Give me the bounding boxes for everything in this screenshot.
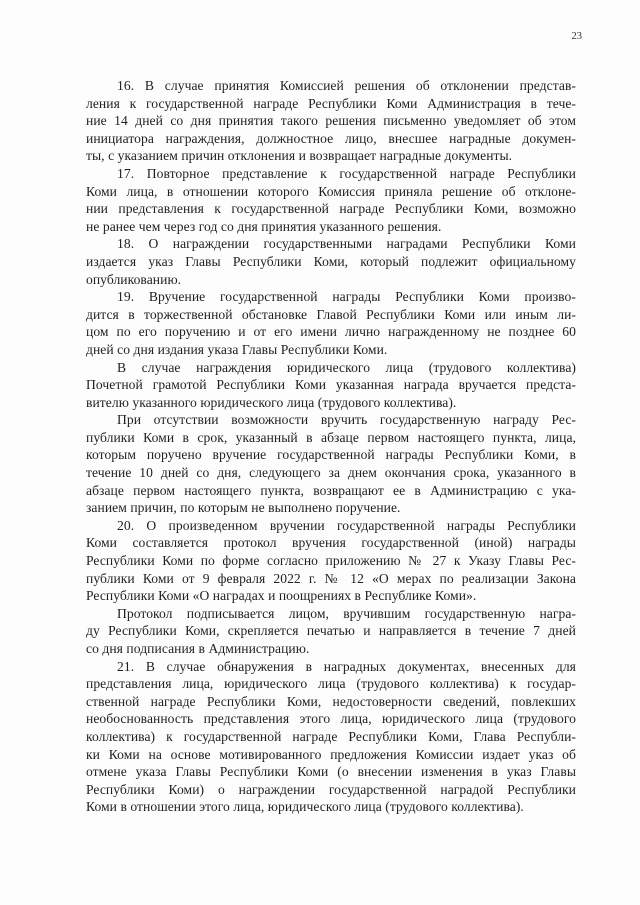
text-line: инициатора награждения, должностное лицо, внесшее наградные докумен- [86, 130, 576, 146]
text-line: В случае награждения юридического лица (трудового коллектива) [117, 359, 576, 375]
text-line: нии представления к государственной награде Республики Коми, возможно [86, 201, 576, 217]
text-line: Коми в отношении этого лица, юридического лица (трудового коллектива). [86, 799, 524, 815]
text-line: издается указ Главы Республики Коми, который подлежит официальному [86, 253, 576, 269]
text-line: Коми составляется протокол вручения государственной (иной) награды [86, 535, 576, 551]
text-line: которым поручено вручение государственной награды Республики Коми, в [86, 447, 576, 463]
paragraph [86, 77, 576, 165]
text-line: со дня подписания в Администрацию. [86, 641, 310, 656]
text-line: ты, с указанием причин отклонения и возвращает наградные документы. [86, 148, 513, 164]
paragraph [86, 658, 576, 816]
text-line: опубликованию. [86, 271, 182, 287]
text-line: дится в торжественной обстановке Главой Республики Коми или иным ли- [86, 306, 576, 322]
text-line: Коми лица, в отношении которого Комиссия приняла решение об отклоне- [86, 183, 576, 199]
text-line: 20. О произведенном вручении государственной награды Республики [117, 517, 576, 533]
text-line: необоснованность представления этого лица, юридического лица (трудового [86, 711, 576, 727]
document-body [86, 77, 576, 816]
text-line: не ранее чем через год со дня принятия указанного решения. [86, 218, 442, 234]
text-line: публики Коми в срок, указанный в абзаце первом настоящего пункта, лица, [86, 429, 576, 445]
paragraph [86, 288, 576, 358]
text-line: Республики Коми по форме согласно приложению № 27 к Указу Главы Рес- [86, 553, 576, 569]
text-line: отмене указа Главы Республики Коми (о внесении изменения в указ Главы [86, 764, 576, 780]
text-line: Республики Коми «О наградах и поощрениях в Республике Коми». [86, 588, 477, 604]
text-line: цом по его поручению и от его имени лично награжденному не позднее 60 [86, 324, 576, 340]
text-line: 18. О награждении государственными наградами Республики Коми [117, 236, 576, 252]
text-line: ственной награде Республики Коми, недостоверности сведений, повлекших [86, 693, 576, 709]
text-line: вителю указанного юридического лица (трудового коллектива). [86, 394, 457, 410]
paragraph [86, 411, 576, 517]
paragraph [86, 517, 576, 605]
paragraph [86, 359, 576, 412]
text-line: занием причин, по которым не выполнено поручение. [86, 500, 401, 516]
paragraph [86, 165, 576, 235]
text-line: 21. В случае обнаружения в наградных документах, внесенных для [117, 658, 576, 674]
text-line: абзаце первом настоящего пункта, возвращают ее в Администрацию с ука- [86, 482, 576, 498]
text-line: Республики Коми) о награждении государственной наградой Республики [86, 781, 576, 797]
text-line: 19. Вручение государственной награды Республики Коми произво- [117, 289, 576, 305]
text-line: Протокол подписывается лицом, вручившим государственную награ- [117, 605, 576, 621]
text-line: 17. Повторное представление к государственной награде Республики [117, 165, 576, 181]
text-line: 16. В случае принятия Комиссией решения об отклонении представ- [117, 78, 576, 93]
text-line: При отсутствии возможности вручить государственную награду Рес- [117, 412, 576, 428]
text-line: ду Республики Коми, скрепляется печатью и направляется в течение 7 дней [86, 623, 576, 639]
text-line: дней со дня издания указа Главы Республики Коми. [86, 341, 388, 357]
text-line: коллектива) к государственной награде Республики Коми, Глава Республи- [86, 728, 576, 744]
text-line: представления лица, юридического лица (трудового коллектива) к государ- [86, 676, 576, 692]
paragraph [86, 235, 576, 288]
text-line: ние 14 дней со дня принятия такого решения письменно уведомляет об этом [86, 113, 576, 129]
page-number: 23 [571, 31, 582, 42]
text-line: течение 10 дней со дня, следующего за днем окончания срока, указанного в [86, 465, 576, 481]
text-line: ки Коми на основе мотивированного предложения Комиссии издает указ об [86, 746, 576, 762]
paragraph [86, 605, 576, 658]
text-line: ления к государственной награде Республики Коми Администрация в тече- [86, 95, 576, 111]
text-line: публики Коми от 9 февраля 2022 г. № 12 «О мерах по реализации Закона [86, 570, 576, 586]
text-line: Почетной грамотой Республики Коми указанная награда вручается предста- [86, 377, 576, 393]
